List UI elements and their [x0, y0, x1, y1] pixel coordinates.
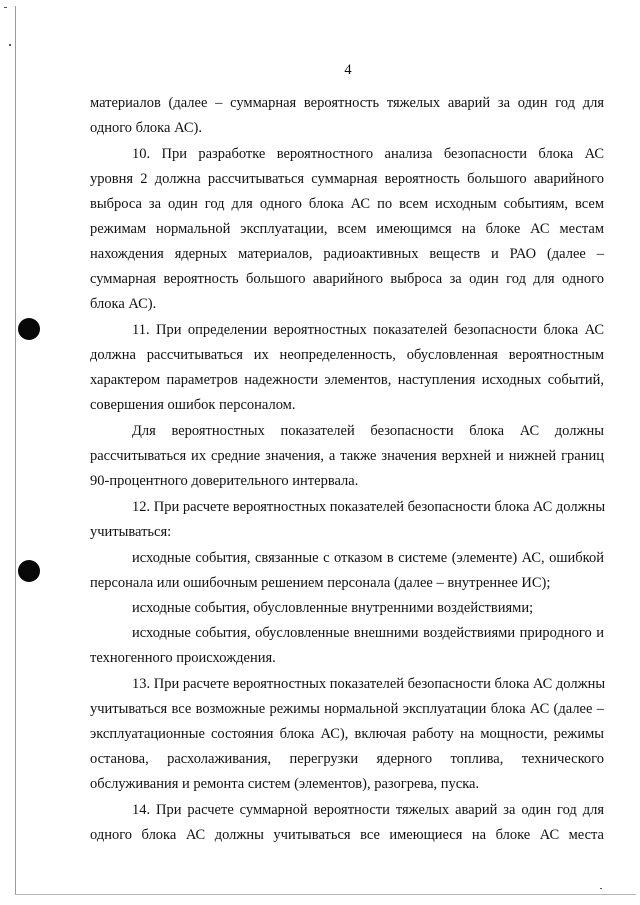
- paragraph-10-start: 10. При разработке вероятностного анализа безопасности блока АС: [132, 146, 604, 162]
- text-line: персонала или ошибочным решением персонала (далее – внутреннее ИС);: [90, 575, 551, 591]
- text-line: останова, расхолаживания, перегрузки ядерного топлива, технического: [90, 751, 604, 767]
- list-item-start: исходные события, обусловленные внутренними воздействиями;: [132, 600, 534, 616]
- text-line: учитываться:: [90, 524, 172, 540]
- list-item-start: исходные события, связанные с отказом в системе (элементе) АС, ошибкой: [132, 550, 604, 566]
- page-left-edge: [15, 6, 16, 895]
- text-line: учитываться все возможные режимы нормальной эксплуатации блока АС (далее –: [90, 701, 604, 717]
- punch-hole: [18, 318, 40, 340]
- text-line: режимам нормальной эксплуатации, всем имеющимся на блоке АС местам: [90, 221, 604, 237]
- text-line: эксплуатационные состояния блока АС), включая работу на мощности, режимы: [90, 726, 604, 742]
- text-line: 90-процентного доверительного интервала.: [90, 473, 359, 489]
- scan-speck: [9, 44, 11, 46]
- text-line: обслуживания и ремонта систем (элементов), разогрева, пуска.: [90, 776, 480, 792]
- text-line: техногенного происхождения.: [90, 650, 276, 666]
- text-line: должна рассчитываться их неопределенность, обусловленная вероятностным: [90, 347, 604, 363]
- text-line: уровня 2 должна рассчитываться суммарная вероятность большого аварийного: [90, 171, 604, 187]
- punch-hole: [18, 560, 40, 582]
- scan-speck: [4, 7, 7, 8]
- text-line: рассчитываться их средние значения, а также значения верхней и нижней границ: [90, 448, 604, 464]
- document-body: [90, 91, 604, 848]
- paragraph-11-start: 11. При определении вероятностных показателей безопасности блока АС: [132, 322, 604, 338]
- text-line: нахождения ядерных материалов, радиоактивных веществ и РАО (далее –: [90, 246, 604, 262]
- paragraph-12-start: 12. При расчете вероятностных показателей безопасности блока АС должны: [132, 499, 606, 515]
- scan-speck: [600, 888, 602, 889]
- list-item-start: исходные события, обусловленные внешними воздействиями природного и: [132, 625, 604, 641]
- text-line: суммарная вероятность большого аварийного выброса за один год для одного: [90, 271, 604, 287]
- text-line: одного блока АС должны учитываться все имеющиеся на блоке АС места: [90, 827, 604, 843]
- page-number: 4: [344, 62, 352, 78]
- paragraph-start: Для вероятностных показателей безопасности блока АС должны: [132, 423, 604, 439]
- text-line: блока АС).: [90, 296, 157, 312]
- paragraph-14-start: 14. При расчете суммарной вероятности тяжелых аварий за один год для: [132, 802, 604, 818]
- text-line: материалов (далее – суммарная вероятность тяжелых аварий за один год для: [90, 95, 604, 111]
- text-line: характером параметров надежности элементов, наступления исходных событий,: [90, 372, 604, 388]
- paragraph-13-start: 13. При расчете вероятностных показателей безопасности блока АС должны: [132, 676, 606, 692]
- text-line: выброса за один год для одного блока АС по всем исходным событиям, всем: [90, 196, 604, 212]
- text-line: совершения ошибок персоналом.: [90, 397, 296, 413]
- page-bottom-edge: [15, 894, 636, 895]
- text-line: одного блока АС).: [90, 120, 202, 136]
